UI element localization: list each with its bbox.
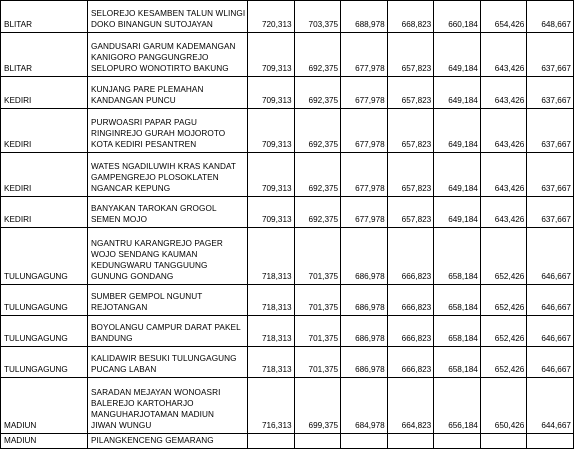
table-row	[1, 316, 574, 347]
value-cell: 718,313	[248, 316, 295, 347]
value-cell: 677,978	[341, 77, 388, 109]
area-line: KOTA KEDIRI PESANTREN	[91, 140, 197, 149]
area-line: NGANCAR KEPUNG	[91, 184, 171, 193]
area-line: SELOREJO KESAMBEN TALUN WLINGI	[91, 9, 246, 18]
value-cell: 652,426	[480, 347, 527, 378]
value-cell: 637,667	[527, 153, 574, 197]
area-cell	[88, 378, 248, 434]
area-line: WATES NGADILUWIH KRAS KANDAT	[91, 162, 237, 171]
value-cell: 658,184	[434, 285, 481, 316]
value-cell: 692,375	[294, 197, 341, 228]
value-cell: 709,313	[248, 153, 295, 197]
area-line: BANDUNG	[91, 334, 133, 343]
area-line: KUNJANG PARE PLEMAHAN	[91, 85, 204, 94]
value-cell: 699,375	[294, 378, 341, 434]
area-cell	[88, 153, 248, 197]
area-cell	[88, 109, 248, 153]
area-line: NGANTRU KARANGREJO PAGER	[91, 239, 223, 248]
area-cell	[88, 285, 248, 316]
area-line: SARADAN MEJAYAN WONOASRI	[91, 388, 221, 397]
value-cell: 646,667	[527, 316, 574, 347]
value-cell: 650,426	[480, 378, 527, 434]
city-cell: TULUNGAGUNG	[1, 285, 88, 316]
value-cell: 664,823	[387, 378, 434, 434]
value-cell: 684,978	[341, 378, 388, 434]
value-cell: 643,426	[480, 109, 527, 153]
value-cell: 643,426	[480, 33, 527, 77]
city-cell: KEDIRI	[1, 153, 88, 197]
value-cell: 657,823	[387, 77, 434, 109]
area-line: DOKO BINANGUN SUTOJAYAN	[91, 20, 213, 29]
value-cell: 637,667	[527, 77, 574, 109]
area-line: BANYAKAN TAROKAN GROGOL	[91, 204, 217, 213]
area-line: GAMPENGREJO PLOSOKLATEN	[91, 173, 219, 182]
city-cell: KEDIRI	[1, 77, 88, 109]
table-row	[1, 378, 574, 434]
area-line: PUCANG LABAN	[91, 365, 157, 374]
table-row	[1, 285, 574, 316]
value-cell: 692,375	[294, 153, 341, 197]
value-cell: 649,184	[434, 33, 481, 77]
table-row	[1, 33, 574, 77]
value-cell: 701,375	[294, 228, 341, 285]
area-line: BOYOLANGU CAMPUR DARAT PAKEL	[91, 323, 241, 332]
value-cell: 686,978	[341, 285, 388, 316]
table-row	[1, 109, 574, 153]
area-line: GUNUNG GONDANG	[91, 272, 174, 281]
area-line: KANIGORO PANGGUNGREJO	[91, 53, 209, 62]
area-line: PILANGKENCENG GEMARANG	[91, 436, 214, 445]
value-cell: 703,375	[294, 1, 341, 33]
value-cell: 686,978	[341, 347, 388, 378]
area-cell	[88, 77, 248, 109]
area-cell	[88, 228, 248, 285]
value-cell: 646,667	[527, 285, 574, 316]
value-cell: 720,313	[248, 1, 295, 33]
value-cell: 658,184	[434, 228, 481, 285]
value-cell: 666,823	[387, 228, 434, 285]
value-cell: 649,184	[434, 109, 481, 153]
table-row	[1, 77, 574, 109]
value-cell: 716,313	[248, 378, 295, 434]
value-cell: 718,313	[248, 228, 295, 285]
value-cell: 692,375	[294, 33, 341, 77]
value-cell: 652,426	[480, 316, 527, 347]
area-line: GANDUSARI GARUM KADEMANGAN	[91, 42, 236, 51]
city-cell: MADIUN	[1, 434, 88, 449]
city-cell: TULUNGAGUNG	[1, 228, 88, 285]
city-cell: TULUNGAGUNG	[1, 347, 88, 378]
city-cell: KEDIRI	[1, 109, 88, 153]
value-cell: 643,426	[480, 77, 527, 109]
value-cell: 686,978	[341, 228, 388, 285]
area-line: JIWAN WUNGU	[91, 421, 152, 430]
area-line: PURWOASRI PAPAR PAGU	[91, 118, 198, 127]
value-cell: 718,313	[248, 347, 295, 378]
city-cell: KEDIRI	[1, 197, 88, 228]
value-cell: 654,426	[480, 1, 527, 33]
area-line: SELOPURO WONOTIRTO BAKUNG	[91, 64, 229, 73]
area-cell	[88, 33, 248, 77]
value-cell: 643,426	[480, 153, 527, 197]
value-cell: 652,426	[480, 228, 527, 285]
value-cell: 686,978	[341, 316, 388, 347]
area-line: SEMEN MOJO	[91, 215, 148, 224]
city-cell: MADIUN	[1, 378, 88, 434]
value-cell: 709,313	[248, 109, 295, 153]
area-line: BALEREJO KARTOHARJO	[91, 399, 194, 408]
value-cell: 649,184	[434, 153, 481, 197]
value-cell: 649,184	[434, 77, 481, 109]
value-cell: 658,184	[434, 316, 481, 347]
city-cell: BLITAR	[1, 1, 88, 33]
table-row	[1, 347, 574, 378]
value-cell: 701,375	[294, 316, 341, 347]
value-cell: 648,667	[527, 1, 574, 33]
value-cell: 692,375	[294, 77, 341, 109]
table-row	[1, 1, 574, 33]
value-cell: 666,823	[387, 347, 434, 378]
value-cell: 652,426	[480, 285, 527, 316]
table-row	[1, 228, 574, 285]
value-cell: 660,184	[434, 1, 481, 33]
value-cell: 644,667	[527, 378, 574, 434]
value-cell: 677,978	[341, 33, 388, 77]
value-cell: 658,184	[434, 347, 481, 378]
value-cell: 637,667	[527, 109, 574, 153]
value-cell: 692,375	[294, 109, 341, 153]
area-line: KANDANGAN PUNCU	[91, 96, 176, 105]
area-line: KEDUNGWARU TANGGUUNG	[91, 261, 208, 270]
value-cell: 656,184	[434, 378, 481, 434]
value-cell: 677,978	[341, 153, 388, 197]
area-line: MANGUHARJOTAMAN MADIUN	[91, 410, 215, 419]
value-cell: 677,978	[341, 197, 388, 228]
value-cell: 649,184	[434, 197, 481, 228]
area-line: SUMBER GEMPOL NGUNUT	[91, 292, 203, 301]
area-line: KALIDAWIR BESUKI TULUNGAGUNG	[91, 354, 237, 363]
value-cell: 646,667	[527, 347, 574, 378]
area-line: REJOTANGAN	[91, 303, 148, 312]
value-cell: 688,978	[341, 1, 388, 33]
value-cell: 709,313	[248, 33, 295, 77]
value-cell: 709,313	[248, 197, 295, 228]
value-cell: 657,823	[387, 109, 434, 153]
area-line: WOJO SENDANG KAUMAN	[91, 250, 198, 259]
value-cell: 666,823	[387, 316, 434, 347]
value-cell: 701,375	[294, 347, 341, 378]
table-row	[1, 197, 574, 228]
area-cell	[88, 197, 248, 228]
value-cell: 657,823	[387, 153, 434, 197]
value-cell: 637,667	[527, 33, 574, 77]
value-cell: 718,313	[248, 285, 295, 316]
value-cell: 637,667	[527, 197, 574, 228]
area-line: RINGINREJO GURAH MOJOROTO	[91, 129, 226, 138]
area-cell	[88, 347, 248, 378]
area-cell	[88, 316, 248, 347]
value-cell: 668,823	[387, 1, 434, 33]
value-cell: 677,978	[341, 109, 388, 153]
table-row	[1, 153, 574, 197]
value-cell: 709,313	[248, 77, 295, 109]
value-cell: 657,823	[387, 197, 434, 228]
city-cell: BLITAR	[1, 33, 88, 77]
table-body	[1, 1, 574, 449]
value-cell: 643,426	[480, 197, 527, 228]
value-cell: 666,823	[387, 285, 434, 316]
city-cell: TULUNGAGUNG	[1, 316, 88, 347]
value-cell: 646,667	[527, 228, 574, 285]
value-cell: 657,823	[387, 33, 434, 77]
value-cell: 701,375	[294, 285, 341, 316]
area-cell	[88, 1, 248, 33]
